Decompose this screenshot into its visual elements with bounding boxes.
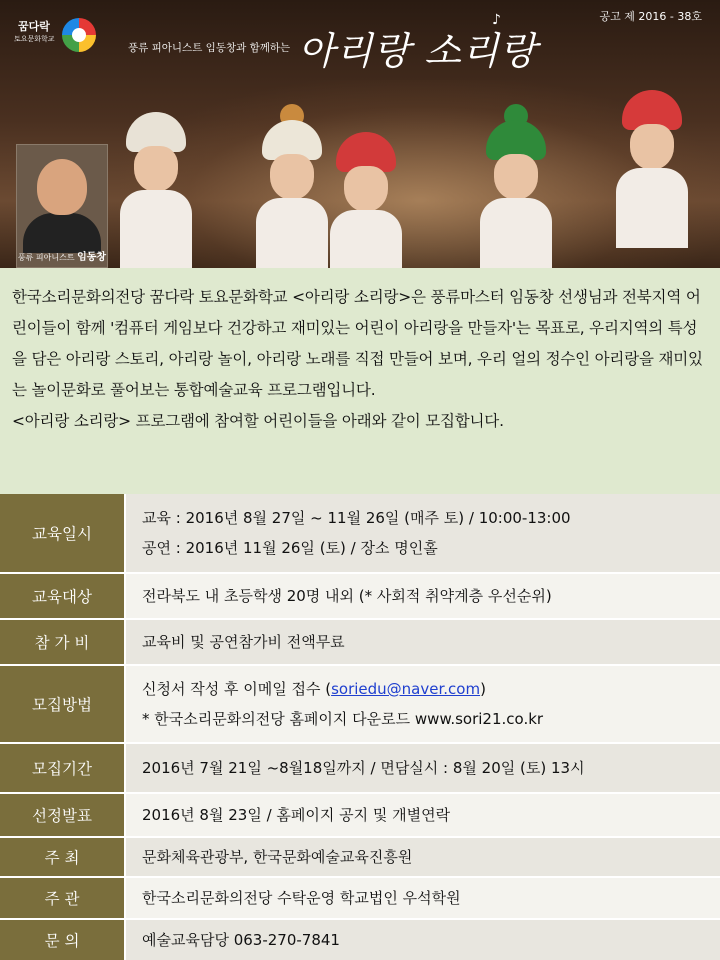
value-line: 2016년 8월 23일 / 홈페이지 공지 및 개별연락: [142, 806, 451, 824]
value-line: [142, 674, 720, 704]
row-value: [126, 666, 720, 742]
portrait-name: 임동창: [77, 252, 107, 263]
row-label: 주 관: [0, 878, 126, 918]
table-row: [0, 494, 720, 574]
row-value: [126, 794, 720, 836]
intro-recruit: <아리랑 소리랑> 프로그램에 참여할 어린이들을 아래와 같이 모집합니다.: [12, 412, 504, 430]
table-row: [0, 574, 720, 620]
logo: [10, 14, 100, 62]
logo-emblem-icon: [62, 18, 96, 52]
subtitle: 풍류 피아니스트 임동창과 함께하는: [128, 42, 291, 54]
value-line: 교육 : 2016년 8월 27일 ~ 11월 26일 (매주 토) / 10:00-13:00: [142, 509, 571, 527]
email-suffix: ): [480, 680, 486, 698]
portrait-caption: [17, 248, 107, 263]
table-row: [0, 838, 720, 878]
value-line: 문화체육관광부, 한국문화예술교육진흥원: [142, 848, 413, 866]
intro-paragraph: 한국소리문화의전당 꿈다락 토요문화학교 <아리랑 소리랑>은 풍류마스터 임동창 선생님과 전북지역 어린이들이 함께 '컴퓨터 게임보다 건강하고 재미있는 어린이 아리랑을 만들자'는 목표로, 우리지역의 특성을 담은 아리랑 스토리, 아리랑 놀이, 아리랑 노래를 직접 만들어 보며, 우리 얼의 정수인 아리랑을 재미있는 놀이문화로 풀어보는 통합예술교육 프로그램입니다.: [12, 288, 703, 399]
row-value: [126, 494, 720, 572]
music-note-icon: ♪: [492, 12, 501, 28]
table-row: [0, 744, 720, 794]
table-row: [0, 920, 720, 960]
logo-sub-text: 토요문화학교: [14, 35, 55, 43]
intro-section: [0, 268, 720, 494]
row-value: [126, 744, 720, 792]
table-row: [0, 666, 720, 744]
row-value: [126, 878, 720, 918]
row-label: 모집방법: [0, 666, 126, 742]
value-line: 예술교육담당 063-270-7841: [142, 931, 340, 949]
row-label: 교육일시: [0, 494, 126, 572]
value-line: 2016년 7월 21일 ~8월18일까지 / 면담실시 : 8월 20일 (토) 13시: [142, 759, 585, 777]
row-label: 문 의: [0, 920, 126, 960]
row-value: [126, 620, 720, 664]
value-line: 한국소리문화의전당 수탁운영 학교법인 우석학원: [142, 889, 461, 907]
row-label: 참 가 비: [0, 620, 126, 664]
row-value: [126, 920, 720, 960]
value-line: 교육비 및 공연참가비 전액무료: [142, 633, 345, 651]
email-prefix: 신청서 작성 후 이메일 접수 (: [142, 680, 332, 698]
portrait-role: 풍류 피아니스트: [17, 253, 75, 262]
value-line: 전라북도 내 초등학생 20명 내외 (* 사회적 취약계층 우선순위): [142, 587, 552, 605]
row-label: 교육대상: [0, 574, 126, 618]
email-link[interactable]: soriedu@naver.com: [331, 680, 481, 698]
logo-main-text: 꿈다락: [18, 20, 50, 33]
page-title: 아리랑 소리랑: [298, 29, 538, 73]
hero-banner: [0, 0, 720, 268]
row-label: 주 최: [0, 838, 126, 876]
row-label: 모집기간: [0, 744, 126, 792]
value-line: 공연 : 2016년 11월 26일 (토) / 장소 명인홀: [142, 539, 438, 557]
value-line: * 한국소리문화의전당 홈페이지 다운로드 www.sori21.co.kr: [142, 710, 544, 728]
row-value: [126, 574, 720, 618]
info-table: [0, 494, 720, 960]
portrait-photo: [16, 144, 108, 268]
table-row: [0, 794, 720, 838]
row-label: 선정발표: [0, 794, 126, 836]
table-row: [0, 620, 720, 666]
notice-number: 공고 제 2016 - 38호: [599, 10, 702, 23]
table-row: [0, 878, 720, 920]
row-value: [126, 838, 720, 876]
